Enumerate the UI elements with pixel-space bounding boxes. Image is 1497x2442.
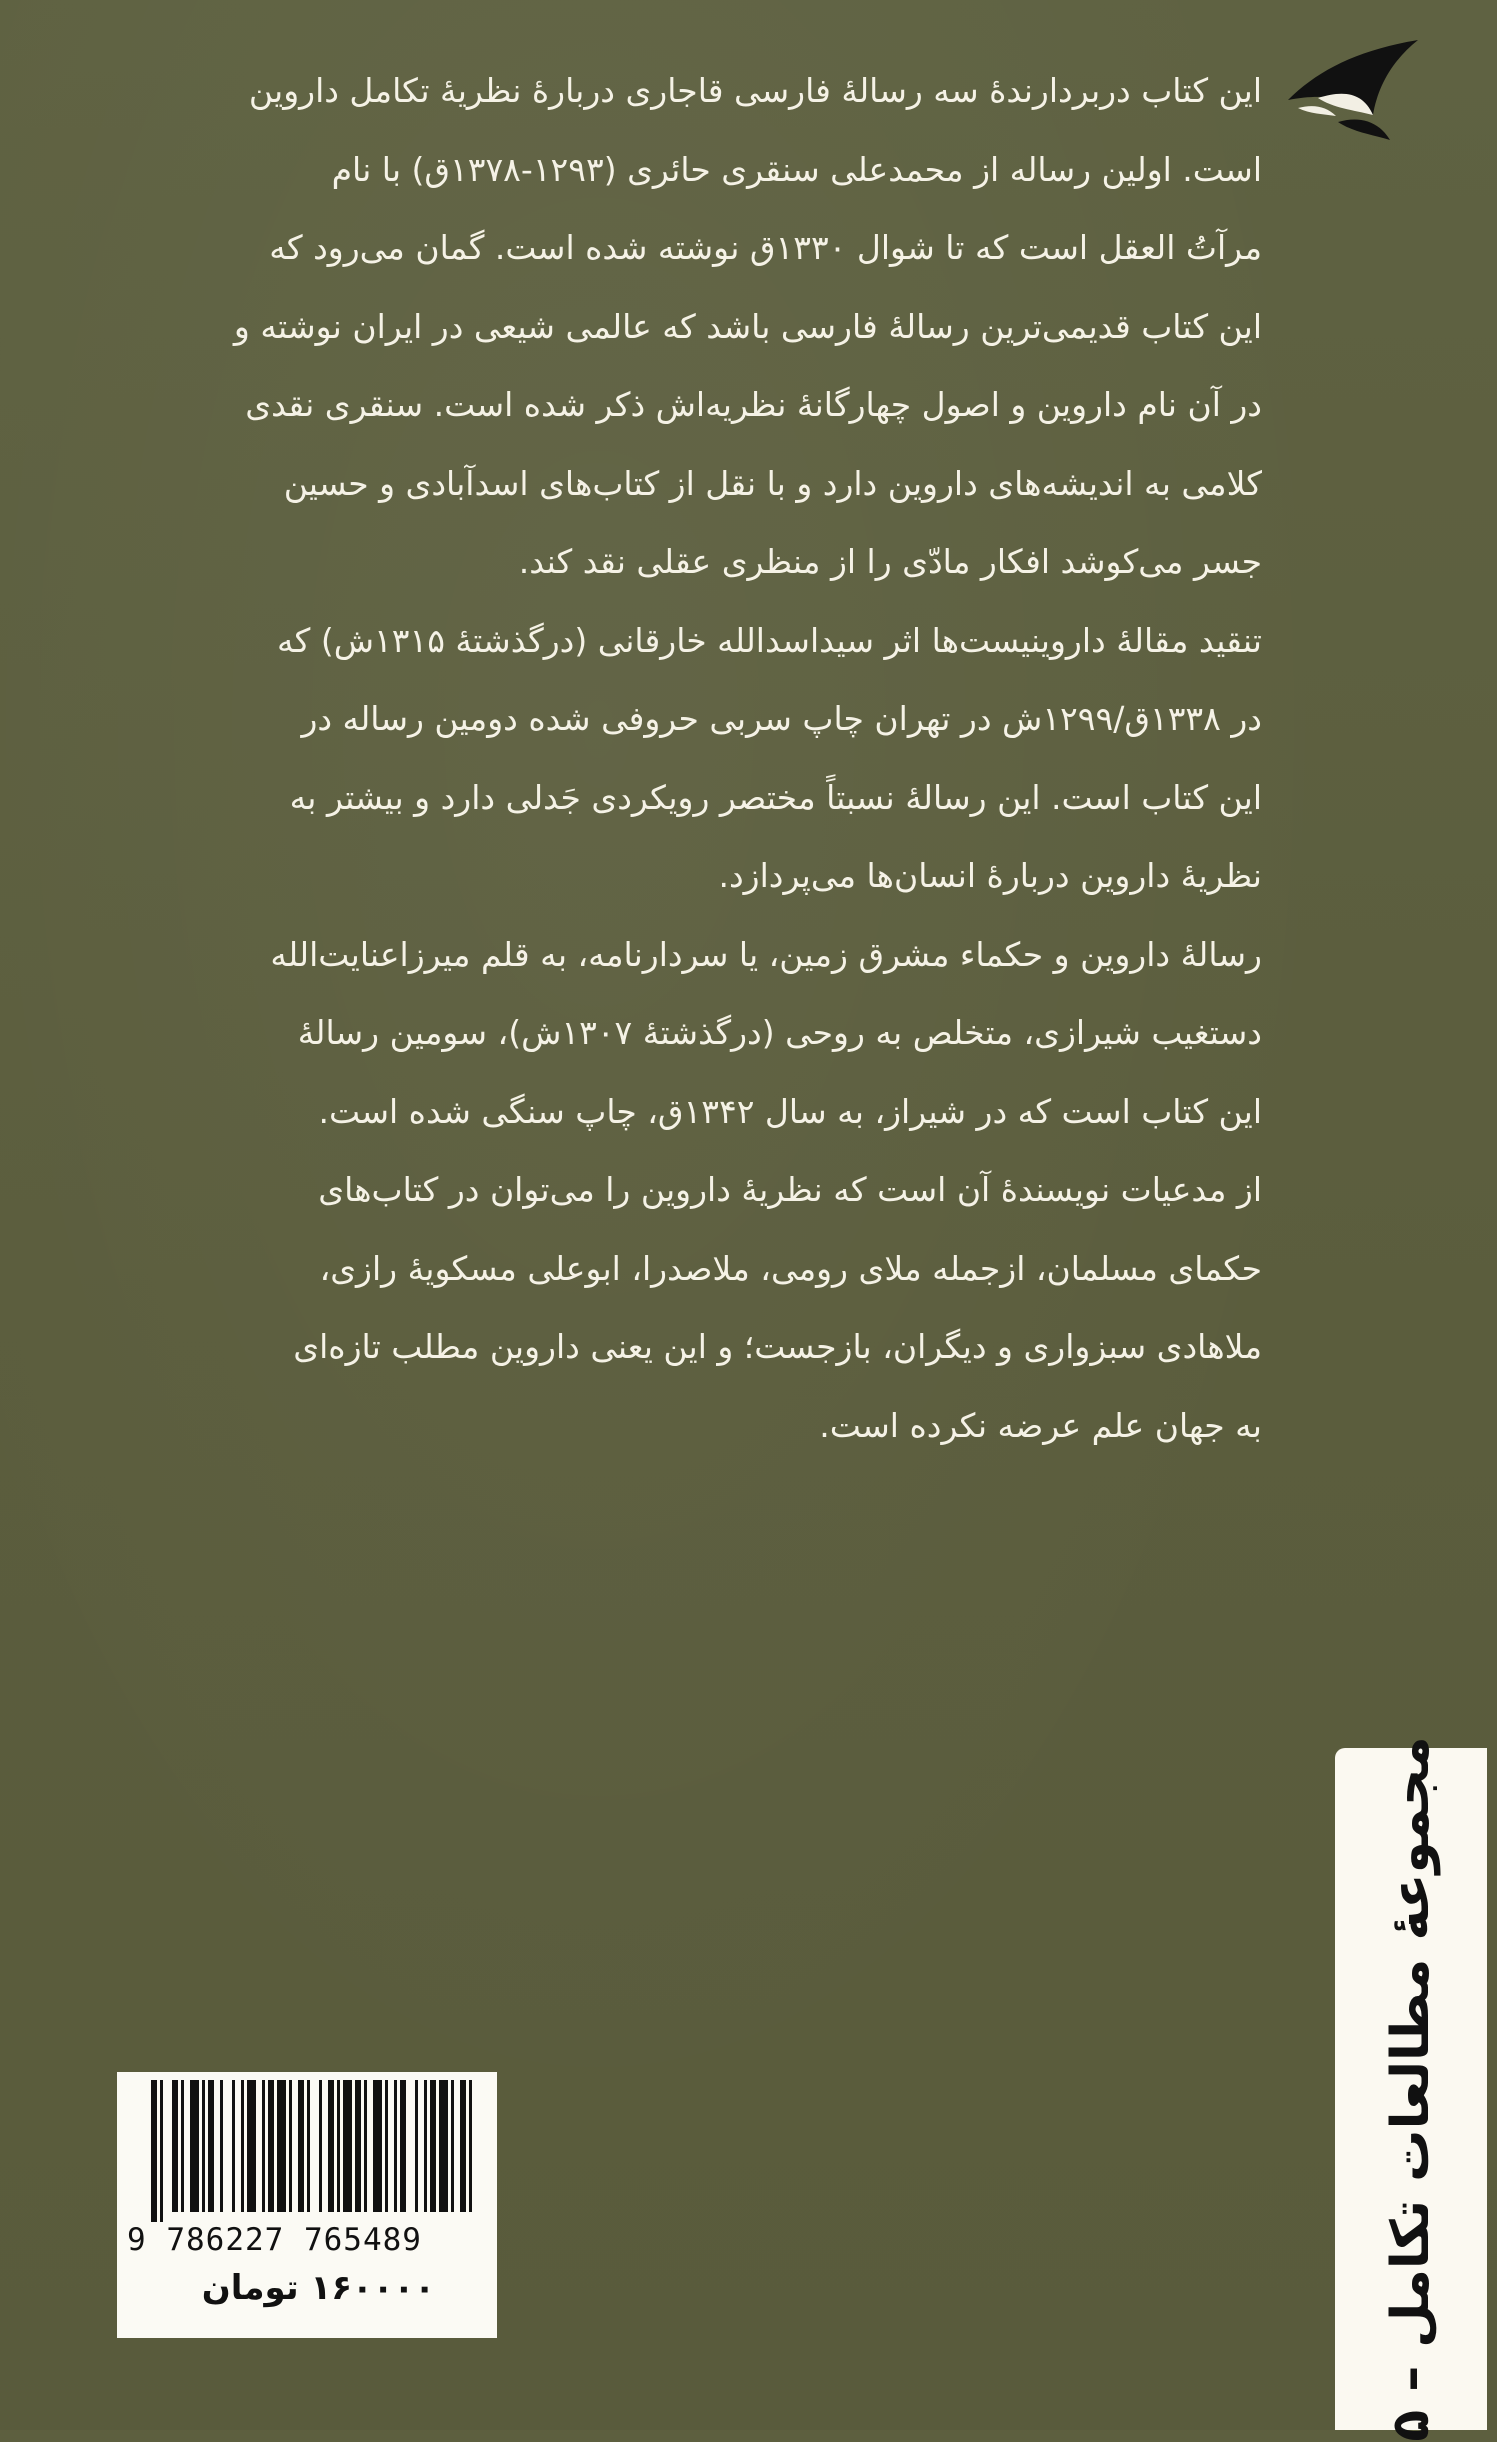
barcode-bar bbox=[451, 2080, 454, 2212]
barcode-bar bbox=[232, 2080, 235, 2212]
price-label: ۱۶۰۰۰۰ تومان bbox=[201, 2268, 435, 2308]
blurb-line: است. اولین رساله از محمدعلی سنقری حائری (۱۲۹۳-۱۳۷۸ق) با نام bbox=[331, 149, 1262, 189]
blurb-line: رسالهٔ داروین و حکماء مشرق زمین، یا سردارنامه، به قلم میرزاعنایت‌الله bbox=[270, 934, 1262, 974]
barcode-bar bbox=[394, 2080, 397, 2212]
blurb-line: این کتاب است. این رسالهٔ نسبتاً مختصر رویکردی جَدلی دارد و بیشتر به bbox=[289, 777, 1262, 817]
blurb-text bbox=[112, 52, 1262, 1465]
blurb-line: در ۱۳۳۸ق/۱۲۹۹ش در تهران چاپ سربی حروفی شده دومین رساله در bbox=[301, 699, 1262, 738]
blurb-line: نظریهٔ داروین دربارهٔ انسان‌ها می‌پردازد. bbox=[718, 856, 1262, 895]
blurb-line: تنقید مقالهٔ داروینیست‌ها اثر سیداسدالله خارقانی (درگذشتهٔ ۱۳۱۵ش) که bbox=[276, 620, 1262, 660]
blurb-line: کلامی به اندیشه‌های داروین دارد و با نقل از کتاب‌های اسدآبادی و حسین bbox=[283, 463, 1262, 503]
barcode-bar bbox=[355, 2080, 361, 2212]
barcode-bar bbox=[181, 2080, 184, 2212]
blurb-paragraph-3 bbox=[112, 916, 1262, 1466]
barcode-bar bbox=[160, 2080, 163, 2222]
publisher-logo-icon bbox=[1278, 30, 1428, 150]
barcode-bar bbox=[208, 2080, 214, 2212]
barcode-bar bbox=[343, 2080, 352, 2212]
blurb-line: این کتاب دربردارندهٔ سه رسالهٔ فارسی قاجاری دربارهٔ نظریهٔ تکامل داروین bbox=[248, 71, 1262, 110]
blurb-line: این کتاب است که در شیراز، به سال ۱۳۴۲ق، چاپ سنگی شده است. bbox=[318, 1091, 1262, 1131]
barcode-bar bbox=[277, 2080, 286, 2212]
blurb-line: حکمای مسلمان، ازجمله ملای رومی، ملاصدرا، ابوعلی مسکویهٔ رازی، bbox=[319, 1248, 1262, 1288]
barcode-bar bbox=[400, 2080, 406, 2212]
blurb-line: این کتاب قدیمی‌ترین رسالهٔ فارسی باشد که عالمی شیعی در ایران نوشته و bbox=[233, 306, 1262, 346]
isbn-number: 9 786227 765489 bbox=[127, 2222, 422, 2258]
blurb-line: از مدعیات نویسندهٔ آن است که نظریهٔ داروین را می‌توان در کتاب‌های bbox=[318, 1170, 1262, 1209]
barcode-bar bbox=[415, 2080, 418, 2212]
blurb-paragraph-2 bbox=[112, 602, 1262, 916]
blurb-line: جسر می‌کوشد افکار مادّی را از منظری عقلی نقد کند. bbox=[518, 542, 1262, 581]
barcode-bar bbox=[319, 2080, 322, 2212]
barcode-bar bbox=[262, 2080, 265, 2212]
blurb-line: دستغیب شیرازی، متخلص به روحی (درگذشتهٔ ۱۳۰۷ش)، سومین رسالهٔ bbox=[297, 1013, 1262, 1052]
blurb-line: ملاهادی سبزواری و دیگران، بازجست؛ و این یعنی داروین مطلب تازه‌ای bbox=[293, 1327, 1262, 1366]
barcode-bar bbox=[220, 2080, 223, 2212]
barcode-bar bbox=[385, 2080, 388, 2212]
blurb-line: مرآتُ العقل است که تا شوال ۱۳۳۰ق نوشته شده است. گمان می‌رود که bbox=[269, 228, 1262, 267]
barcode-bar bbox=[289, 2080, 292, 2212]
blurb-paragraph-1 bbox=[112, 52, 1262, 602]
blurb-line: به جهان علم عرضه نکرده است. bbox=[819, 1405, 1262, 1445]
blurb-line: در آن نام داروین و اصول چهارگانهٔ نظریه‌اش ذکر شده است. سنقری نقدی bbox=[245, 385, 1262, 424]
barcode-bar bbox=[247, 2080, 256, 2212]
barcode-bar bbox=[373, 2080, 382, 2212]
barcode-bar bbox=[364, 2080, 367, 2212]
series-label-box bbox=[1335, 1736, 1487, 2442]
barcode-bar bbox=[172, 2080, 178, 2212]
barcode-bar bbox=[202, 2080, 205, 2212]
barcode-bar bbox=[328, 2080, 334, 2212]
barcode-bar bbox=[424, 2080, 427, 2212]
barcode-box bbox=[117, 2072, 497, 2338]
barcode-bar bbox=[241, 2080, 244, 2212]
barcode-bar bbox=[190, 2080, 199, 2212]
barcode-bar bbox=[307, 2080, 310, 2212]
barcode-bar bbox=[151, 2080, 157, 2222]
barcode-bar bbox=[298, 2080, 304, 2212]
barcode-bar bbox=[337, 2080, 340, 2212]
barcode-bar bbox=[268, 2080, 274, 2212]
barcode-bar bbox=[460, 2080, 466, 2212]
barcode-bar bbox=[430, 2080, 436, 2212]
series-label: مجموعهٔ مطالعات تکامل – ۵ bbox=[1381, 1736, 1441, 2442]
barcode-icon bbox=[129, 2080, 485, 2222]
barcode-bar bbox=[469, 2080, 472, 2212]
barcode-bar bbox=[439, 2080, 448, 2212]
